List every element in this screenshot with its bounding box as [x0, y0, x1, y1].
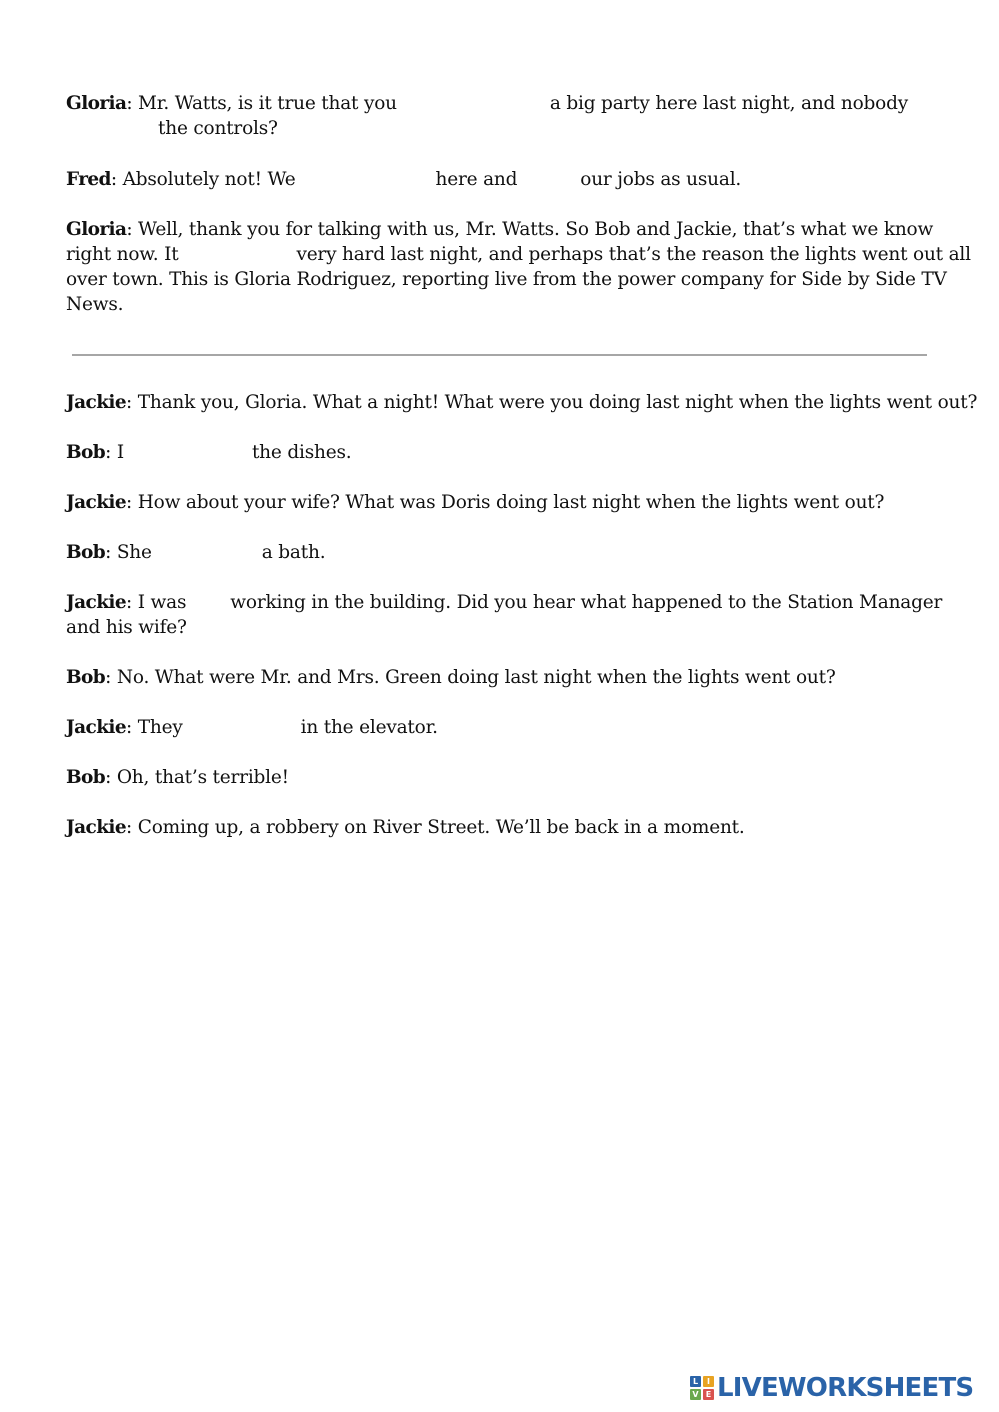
answer-blank[interactable] — [178, 242, 296, 260]
dialogue-line — [66, 540, 325, 565]
line-text: : Coming up, a robbery on River Street. We’ll be back in a moment. — [126, 817, 745, 838]
answer-blank[interactable] — [186, 590, 230, 608]
dialogue-line — [66, 590, 942, 615]
logo-mark-cell: E — [703, 1389, 714, 1400]
line-text: the controls? — [158, 118, 278, 139]
dialogue-line — [66, 490, 884, 515]
line-text: a bath. — [261, 542, 326, 563]
speaker-name: Fred — [66, 169, 111, 190]
speaker-name: Jackie — [66, 592, 127, 613]
dialogue-line — [66, 167, 741, 192]
dialogue-line — [66, 242, 971, 267]
dialogue-line — [66, 91, 908, 116]
logo-mark-cell: V — [690, 1389, 701, 1400]
dialogue-line — [66, 267, 947, 292]
logo-mark-cell: L — [690, 1376, 701, 1387]
line-text: over town. This is Gloria Rodriguez, reporting live from the power company for Side by Side TV — [66, 269, 947, 290]
logo-mark-cell: I — [703, 1376, 714, 1387]
answer-blank[interactable] — [296, 167, 436, 185]
line-text: working in the building. Did you hear what happened to the Station Manager — [230, 592, 943, 613]
speaker-name: Gloria — [66, 93, 127, 114]
line-text: in the elevator. — [300, 717, 438, 738]
dialogue-line — [66, 292, 123, 317]
speaker-name: Jackie — [66, 392, 127, 413]
line-text: : Mr. Watts, is it true that you — [126, 93, 397, 114]
line-text: : She — [105, 542, 152, 563]
speaker-name: Jackie — [66, 717, 127, 738]
section-divider — [72, 354, 927, 356]
line-text: and his wife? — [66, 617, 187, 638]
line-text: the dishes. — [251, 442, 352, 463]
dialogue-line — [66, 390, 977, 415]
dialogue-line — [66, 217, 933, 242]
line-text: a big party here last night, and nobody — [549, 93, 909, 114]
line-text: : Thank you, Gloria. What a night! What were you doing last night when the lights went out? — [126, 392, 978, 413]
line-text: : No. What were Mr. and Mrs. Green doing last night when the lights went out? — [105, 667, 836, 688]
line-text: very hard last night, and perhaps that’s the reason the lights went out all — [296, 244, 971, 265]
line-text: : I was — [126, 592, 187, 613]
liveworksheets-logo — [690, 1373, 973, 1403]
line-text: : They — [126, 717, 183, 738]
speaker-name: Bob — [66, 542, 106, 563]
dialogue-line — [158, 116, 278, 141]
speaker-name: Bob — [66, 442, 106, 463]
line-text: our jobs as usual. — [580, 169, 742, 190]
line-text: : Oh, that’s terrible! — [105, 767, 289, 788]
line-text: here and — [435, 169, 518, 190]
dialogue-line — [66, 765, 289, 790]
dialogue-line — [66, 615, 187, 640]
dialogue-line — [66, 715, 438, 740]
dialogue-line — [66, 815, 745, 840]
dialogue-line — [66, 440, 351, 465]
answer-blank[interactable] — [152, 540, 262, 558]
logo-text: LIVEWORKSHEETS — [717, 1373, 974, 1403]
answer-blank[interactable] — [397, 91, 550, 109]
logo-mark-icon — [690, 1376, 715, 1401]
answer-blank[interactable] — [517, 167, 580, 185]
line-text: : I — [105, 442, 124, 463]
answer-blank[interactable] — [183, 715, 301, 733]
line-text: : Well, thank you for talking with us, Mr. Watts. So Bob and Jackie, that’s what we know — [126, 219, 934, 240]
answer-blank[interactable] — [124, 440, 252, 458]
line-text: right now. It — [66, 244, 179, 265]
speaker-name: Jackie — [66, 817, 127, 838]
speaker-name: Jackie — [66, 492, 127, 513]
line-text: News. — [66, 294, 124, 315]
line-text: : Absolutely not! We — [110, 169, 296, 190]
speaker-name: Bob — [66, 767, 106, 788]
line-text: : How about your wife? What was Doris doing last night when the lights went out? — [126, 492, 885, 513]
speaker-name: Bob — [66, 667, 106, 688]
speaker-name: Gloria — [66, 219, 127, 240]
dialogue-line — [66, 665, 836, 690]
